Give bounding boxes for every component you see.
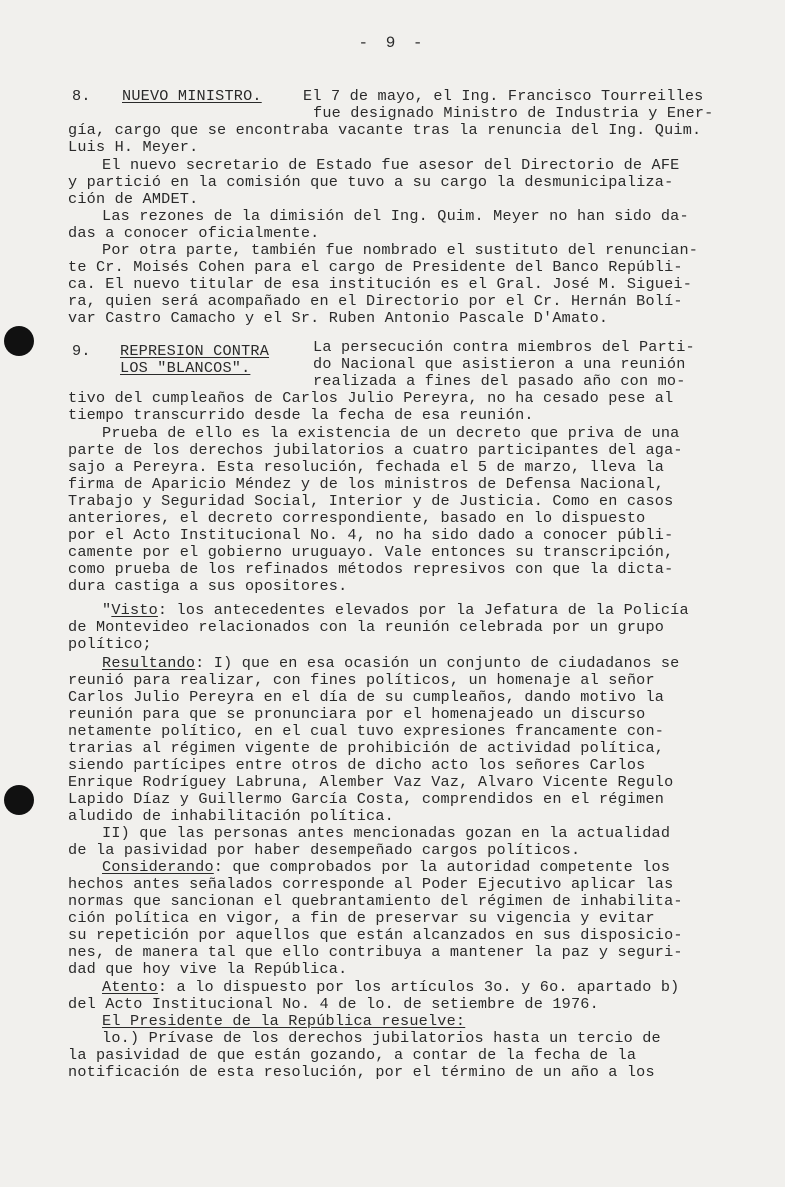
page-number: - 9 - [358,34,427,52]
text-line: como prueba de los refinados métodos represivos con que la dicta- [68,560,674,578]
text-line: fue designado Ministro de Industria y Ener- [313,104,714,122]
section-heading: REPRESION CONTRA [120,342,270,360]
text-line: dad que hoy vive la República. [68,960,348,978]
text-line: Trabajo y Seguridad Social, Interior y de Justicia. Como en casos [68,492,674,510]
text-line: Luis H. Meyer. [68,138,199,156]
text-line: camente por el gobierno uruguayo. Vale entonces su transcripción, [68,543,674,561]
text-line: Por otra parte, también fue nombrado el sustituto del renuncian- [102,241,699,259]
decree-resuelve-heading: El Presidente de la República resuelve: [102,1012,466,1030]
text-line: do Nacional que asistieron a una reunión [313,355,686,373]
text-line: te Cr. Moisés Cohen para el cargo de Presidente del Banco Repúbli- [68,258,683,276]
text-line: El 7 de mayo, el Ing. Francisco Tourreilles [303,87,704,105]
resultando-label: Resultando [102,654,196,672]
text-line: netamente político, en el cual tuvo expresiones francamente con- [68,722,665,740]
text-line: II) que las personas antes mencionadas gozan en la actualidad [102,824,671,842]
text-line: Enrique Rodríguey Labruna, Alember Vaz Vaz, Alvaro Vicente Regulo [68,773,674,791]
text-line: anteriores, el decreto correspondiente, basado en lo dispuesto [68,509,646,527]
text-line: ción de AMDET. [68,190,199,208]
text-line: El nuevo secretario de Estado fue asesor del Directorio de AFE [102,156,680,174]
binder-hole [4,785,34,815]
text-line: Lapido Díaz y Guillermo García Costa, comprendidos en el régimen [68,790,665,808]
text-line: Carlos Julio Pereyra en el día de su cumpleaños, dando motivo la [68,688,665,706]
text-line: ción política en vigor, a fin de preservar su vigencia y evitar [68,909,655,927]
text-line: tivo del cumpleaños de Carlos Julio Pereyra, no ha cesado pese al [68,389,674,407]
atento-label: Atento [102,978,158,996]
text-line: lo.) Prívase de los derechos jubilatorios hasta un tercio de [102,1029,661,1047]
text-line: parte de los derechos jubilatorios a cuatro participantes del aga- [68,441,683,459]
text-line: del Acto Institucional No. 4 de lo. de setiembre de 1976. [68,995,599,1013]
considerando-label: Considerando [102,858,214,876]
text-line: político; [68,635,152,653]
section-heading: NUEVO MINISTRO. [122,87,262,105]
text-line: realizada a fines del pasado año con mo- [313,372,686,390]
section-number: 9. [72,342,91,360]
decree-visto-line: "Visto: los antecedentes elevados por la Jefatura de la Policía [102,601,689,619]
binder-hole [4,326,34,356]
text-line: nes, de manera tal que ello contribuya a mantener la paz y seguri- [68,943,683,961]
visto-label: Visto [111,601,158,619]
text-line: Las rezones de la dimisión del Ing. Quim. Meyer no han sido da- [102,207,689,225]
text-line: aludido de inhabilitación política. [68,807,394,825]
section-heading: LOS "BLANCOS". [120,359,251,377]
decree-considerando-line: Considerando: que comprobados por la autoridad competente los [102,858,671,876]
text-line: var Castro Camacho y el Sr. Ruben Antonio Pascale D'Amato. [68,309,609,327]
section-number: 8. [72,87,91,105]
text-line: la pasividad de que están gozando, a contar de la fecha de la [68,1046,637,1064]
text-line: notificación de esta resolución, por el término de un año a los [68,1063,655,1081]
text-line: ra, quien será acompañado en el Directorio por el Cr. Hernán Bolí- [68,292,683,310]
text-line: das a conocer oficialmente. [68,224,320,242]
text-line: sajo a Pereyra. Esta resolución, fechada el 5 de marzo, lleva la [68,458,665,476]
text-line: gía, cargo que se encontraba vacante tras la renuncia del Ing. Quim. [68,121,702,139]
text-line: dura castiga a sus opositores. [68,577,348,595]
text-line: ca. El nuevo titular de esa institución es el Gral. José M. Siguei- [68,275,693,293]
text-line: siendo partícipes entre otros de dicho acto los señores Carlos [68,756,646,774]
text-line: firma de Aparicio Méndez y de los ministros de Defensa Nacional, [68,475,665,493]
text-line: por el Acto Institucional No. 4, no ha sido dado a conocer públi- [68,526,674,544]
decree-atento-line: Atento: a lo dispuesto por los artículos 3o. y 6o. apartado b) [102,978,680,996]
decree-resultando-line: Resultando: I) que en esa ocasión un conjunto de ciudadanos se [102,654,680,672]
text-line: de la pasividad por haber desempeñado cargos políticos. [68,841,581,859]
text-line: Prueba de ello es la existencia de un decreto que priva de una [102,424,680,442]
text-line: reunió para realizar, con fines políticos, un homenaje al señor [68,671,655,689]
text-line: La persecución contra miembros del Parti- [313,338,695,356]
text-line: trarias al régimen vigente de prohibición de actividad política, [68,739,665,757]
text-line: reunión para que se pronunciara por el homenajeado un discurso [68,705,646,723]
text-line: normas que sancionan el quebrantamiento del régimen de inhabilita- [68,892,683,910]
text-line: de Montevideo relacionados con la reunión celebrada por un grupo [68,618,665,636]
text-line: hechos antes señalados corresponde al Poder Ejecutivo aplicar las [68,875,674,893]
text-line: su repetición por aquellos que están alcanzados en sus disposicio- [68,926,683,944]
text-line: y partició en la comisión que tuvo a su cargo la desmunicipaliza- [68,173,674,191]
text-line: tiempo transcurrido desde la fecha de esa reunión. [68,406,534,424]
